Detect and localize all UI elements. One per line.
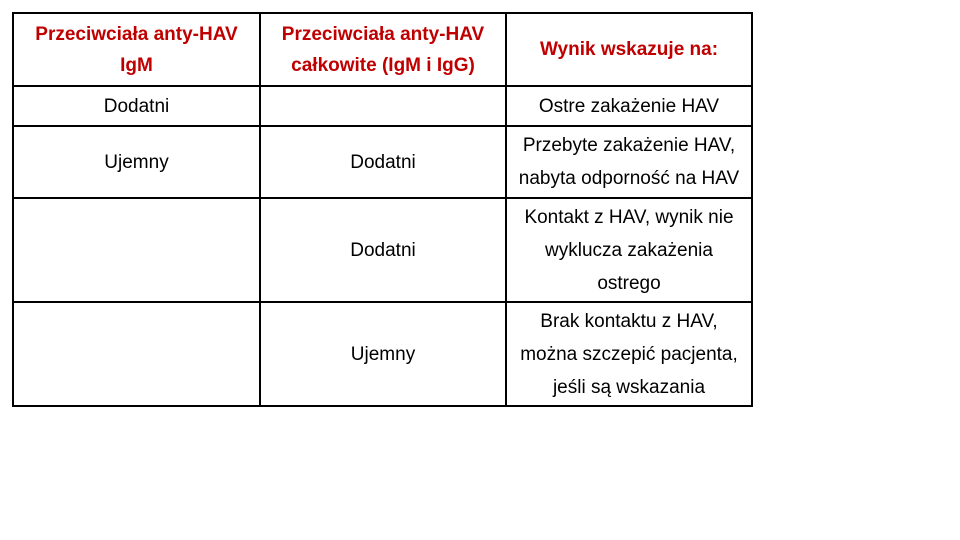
header-result-text: Wynik wskazuje na: [539,39,719,60]
table-cell: Ostre zakażenie HAV [506,86,752,126]
table-cell: Ujemny [13,126,260,198]
table-cell [13,302,260,406]
table-row [13,302,752,406]
table-cell [13,198,260,302]
table-cell: Dodatni [13,86,260,126]
table-cell: Dodatni [260,198,506,302]
table-cell: Brak kontaktu z HAV, można szczepić pacjenta, jeśli są wskazania [506,302,752,406]
table-cell: Dodatni [260,126,506,198]
header-total-text: Przeciwciała anty-HAV całkowite (IgM i IgG) [281,23,485,76]
header-igm-text: Przeciwciała anty-HAV IgM [35,23,238,76]
table-cell: Ujemny [260,302,506,406]
table-row [13,86,752,126]
header-igm [13,13,260,86]
header-total [260,13,506,86]
table-row [13,198,752,302]
table-cell [260,86,506,126]
header-result [506,13,752,86]
table-cell: Przebyte zakażenie HAV, nabyta odporność na HAV [506,126,752,198]
table-header-row [13,13,752,86]
table-row [13,126,752,198]
table-cell: Kontakt z HAV, wynik nie wyklucza zakażenia ostrego [506,198,752,302]
hav-results-table [12,12,753,407]
